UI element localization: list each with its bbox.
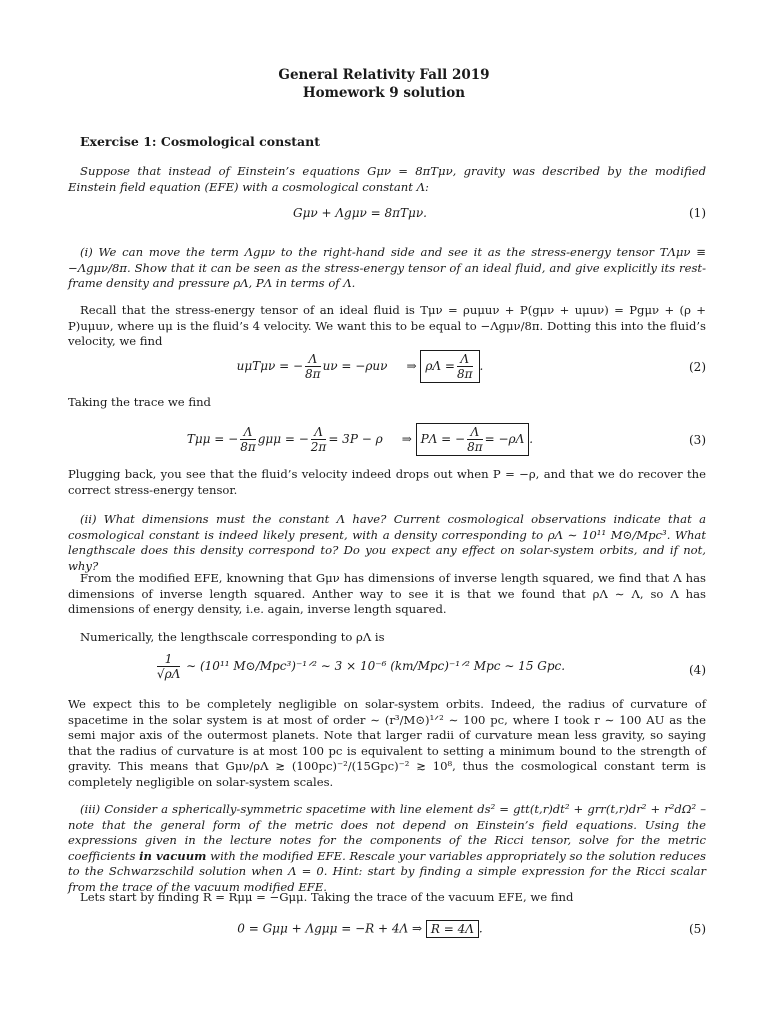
equation-1: Gμν + Λgμν = 8πTμν.	[293, 206, 427, 220]
equation-3-f2-num: Λ	[311, 425, 327, 440]
equation-3-f2-den: 2π	[310, 440, 327, 454]
equation-3-mid: gμμ = −	[257, 432, 309, 446]
answer-ii: From the modified EFE, knowning that Gμν has dimensions of inverse length squared, we find that Λ has dimensions of inverse length squared. Anther way to see it is that we found that ρΛ ∼ Λ, so Λ has dimensions of energy density, i.e. again, inverse length squared.	[68, 571, 706, 616]
equation-3-f1-den: 8π	[240, 440, 256, 454]
plugging-back-text: Plugging back, you see that the fluid’s velocity indeed drops out when P = −ρ, and that we do recover the correct stress-energy tensor.	[68, 467, 706, 497]
equation-2-boxed-result	[420, 350, 479, 383]
equation-3-number: (3)	[689, 433, 706, 447]
trace-text: Taking the trace we find	[68, 395, 211, 409]
equation-5-number: (5)	[689, 922, 706, 936]
equation-2-box-den: 8π	[456, 367, 473, 381]
question-iii	[68, 802, 706, 895]
equation-3-left: Tμμ = −	[186, 432, 239, 446]
equation-4-fraction	[157, 652, 180, 681]
equation-2-fraction	[305, 352, 321, 381]
answer-i: Recall that the stress-energy tensor of an ideal fluid is Tμν = ρuμuν + P(gμν + uμuν) = Pgμν + (ρ + P)uμuν, where uμ is the fluid’s 4 velocity. We want this to be equal to −Λgμν/8π. Dotting this into the fluid’s velocity, we find	[68, 303, 706, 348]
equation-3-box-den: 8π	[467, 440, 483, 454]
equation-3-box-num: Λ	[467, 425, 483, 440]
equation-3: Tμμ = − $\frac{\Lambda}{8\pi}$ gμμ = − $\frac{\Lambda}{2\pi}$ = 3P − ρ ⇒ PΛ = − $\frac{\Lambda}{8\pi}$ = −ρΛ .	[186, 425, 534, 454]
equation-3-right: = 3P − ρ	[328, 432, 383, 446]
question-i: (i) We can move the term Λgμν to the right-hand side and see it as the stress-energy tensor TΛμν ≡ −Λgμν/8π. Show that it can be seen as the stress-energy tensor of an ideal fluid, and give explicitly its rest-frame density and pressure ρΛ, PΛ in terms of Λ.	[68, 245, 706, 290]
equation-2-right: uν = −ρuν	[322, 359, 388, 373]
equation-2-left: uμTμν = −	[236, 359, 304, 373]
equation-5-left: 0 = Gμμ + Λgμμ = −R + 4Λ ⇒	[237, 921, 423, 936]
equation-2-box-left: ρΛ =	[425, 359, 455, 373]
equation-2-box-fraction	[457, 352, 473, 381]
exercise-intro: Suppose that instead of Einstein’s equations Gμν = 8πTμν, gravity was described by the modified Einstein field equation (EFE) with a cosmological constant Λ:	[68, 164, 706, 194]
equation-4	[120, 652, 600, 681]
equation-2-arrow: ⇒	[406, 359, 417, 373]
equation-3-fraction-2	[311, 425, 327, 454]
equation-3-box-right: = −ρΛ	[484, 432, 525, 446]
equation-5-boxed-result: R = 4Λ	[426, 920, 479, 938]
equation-3-box-left: PΛ = −	[420, 432, 466, 446]
equation-4-body: ∼ (10¹¹ M⊙/Mpc³)⁻¹ᐟ² ∼ 3 × 10⁻⁶ (km/Mpc)⁻¹ᐟ² Mpc ∼ 15 Gpc.	[186, 659, 566, 673]
answer-ii-solar-system: We expect this to be completely negligible on solar-system orbits. Indeed, the radius of curvature of spacetime in the solar system is at most of order ∼ (r³/M⊙)¹ᐟ² ∼ 100 pc, where I took r ∼ 100 AU as the semi major axis of the outermost planets. Note that larger radii of curvature mean less gravity, so saying that the radius of curvature is at most 100 pc is equivalent to setting a minimum bound to the strength of gravity. This means that Gμν/ρΛ ≳ (100pc)⁻²/(15Gpc)⁻² ≳ 10⁸, thus the cosmological constant term is completely negligible on solar-system scales.	[68, 697, 706, 789]
equation-3-box-fraction	[467, 425, 483, 454]
equation-2-frac-den: 8π	[305, 367, 321, 381]
equation-3-f1-num: Λ	[240, 425, 256, 440]
equation-1-number: (1)	[689, 206, 706, 220]
question-ii: (ii) What dimensions must the constant Λ have? Current cosmological observations indicate that a cosmological constant is indeed likely present, with a density corresponding to ρΛ ∼ 10¹¹ M⊙/Mpc³. What lengthscale does this density correspond to? Do you expect any effect on solar-system orbits, and if not, why?	[68, 512, 706, 573]
equation-4-number: (4)	[689, 663, 706, 677]
equation-4-frac-num: 1	[157, 652, 180, 667]
question-iii-emphasis: in vacuum	[139, 848, 207, 863]
equation-4-frac-den: √ρΛ	[156, 667, 181, 681]
numeric-text: Numerically, the lengthscale corresponding to ρΛ is	[80, 630, 385, 644]
equation-3-fraction-1	[240, 425, 256, 454]
document-title: General Relativity Fall 2019	[278, 67, 490, 83]
equation-5: 0 = Gμμ + Λgμμ = −R + 4Λ ⇒ R = 4Λ .	[237, 921, 483, 936]
equation-2: uμTμν = − $\frac{\Lambda}{8\pi}$ uν = −ρuν ⇒ ρΛ = $\frac{\Lambda}{8\pi}$ .	[236, 352, 484, 381]
document-subtitle: Homework 9 solution	[302, 85, 466, 101]
answer-iii: Lets start by finding R = Rμμ = −Gμμ. Taking the trace of the vacuum EFE, we find	[80, 890, 574, 904]
equation-3-boxed-result	[416, 423, 530, 456]
equation-2-frac-num: Λ	[305, 352, 321, 367]
equation-3-arrow: ⇒	[401, 432, 412, 446]
equation-2-box-num: Λ	[457, 352, 473, 367]
question-iii-part-1: (iii) Consider a spherically-symmetric spacetime with line element ds² = gtt(t,r)dt² + grr(t,r)dr² + r²dΩ² – note that the general form of the metric does not depend on Einstein’s field equations. Using the expressions given in the lecture notes for the components of the Ricci tensor, solve for the metric coefficients	[68, 802, 706, 863]
equation-2-number: (2)	[689, 360, 706, 374]
question-iii-part-2: with the modified EFE. Rescale your variables appropriately so the solution reduces to the Schwarzschild solution when Λ = 0. Hint: start by finding a simple expression for the Ricci scalar from the trace of the vacuum modified EFE.	[68, 848, 707, 894]
exercise-heading: Exercise 1: Cosmological constant	[80, 134, 320, 149]
